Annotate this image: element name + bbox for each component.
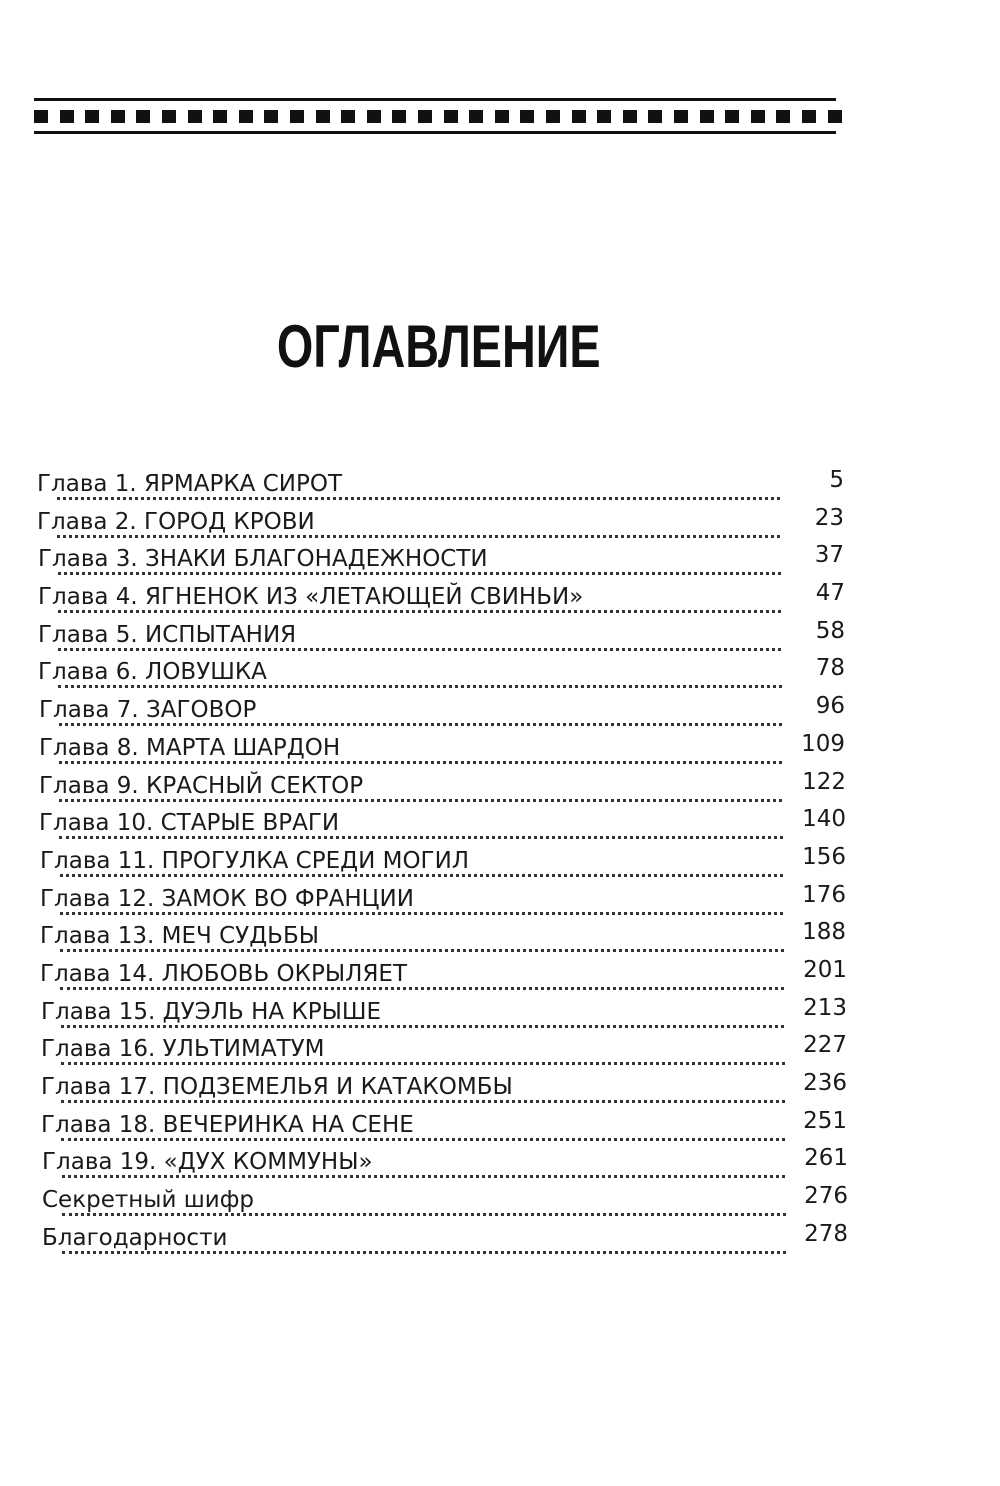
toc-entry[interactable] xyxy=(0,542,1000,580)
toc-entry[interactable] xyxy=(0,693,1000,731)
toc-page-number: 58 xyxy=(815,617,845,644)
filmstrip-hole xyxy=(264,110,278,123)
filmstrip-hole xyxy=(290,110,304,123)
toc-entry[interactable] xyxy=(0,995,1000,1033)
toc-entry-title: Секретный шифр xyxy=(42,1187,262,1213)
toc-entry[interactable] xyxy=(0,467,1000,505)
filmstrip-hole xyxy=(188,110,202,123)
filmstrip-hole xyxy=(239,110,253,123)
filmstrip-hole xyxy=(316,110,330,123)
toc-entry-title: Глава 3. ЗНАКИ БЛАГОНАДЕЖНОСТИ xyxy=(38,546,496,572)
toc-page-number: 251 xyxy=(803,1107,847,1134)
toc-page-number: 122 xyxy=(802,768,846,795)
toc-entry-title: Глава 7. ЗАГОВОР xyxy=(39,697,264,723)
filmstrip-hole xyxy=(392,110,406,123)
filmstrip-hole xyxy=(776,110,790,123)
filmstrip-hole xyxy=(341,110,355,123)
toc-page-number: 276 xyxy=(804,1183,848,1210)
toc-entry-title: Глава 15. ДУЭЛЬ НА КРЫШЕ xyxy=(41,999,389,1025)
toc-entry[interactable] xyxy=(0,1070,1000,1108)
filmstrip-hole xyxy=(444,110,458,123)
filmstrip-hole xyxy=(520,110,534,123)
filmstrip-hole xyxy=(597,110,611,123)
toc-entry[interactable] xyxy=(0,1032,1000,1070)
filmstrip-hole xyxy=(674,110,688,123)
toc-entry[interactable] xyxy=(0,919,1000,957)
toc-entry[interactable] xyxy=(0,505,1000,543)
page-title: ОГЛАВЛЕНИЕ xyxy=(276,313,601,380)
toc-entry[interactable] xyxy=(0,618,1000,656)
toc-entry[interactable] xyxy=(0,1108,1000,1146)
toc-page-number: 278 xyxy=(804,1220,848,1247)
toc-entry[interactable] xyxy=(0,655,1000,693)
filmstrip-hole xyxy=(213,110,227,123)
filmstrip-holes xyxy=(34,110,836,123)
filmstrip-hole xyxy=(546,110,560,123)
toc-entry[interactable] xyxy=(0,1145,1000,1183)
toc-entry[interactable] xyxy=(0,580,1000,618)
toc-page-number: 109 xyxy=(801,730,845,757)
filmstrip-hole xyxy=(495,110,509,123)
filmstrip-hole xyxy=(85,110,99,123)
toc-entry-title: Глава 9. КРАСНЫЙ СЕКТОР xyxy=(39,773,371,799)
filmstrip-decoration-icon xyxy=(34,98,836,136)
toc-page-number: 78 xyxy=(815,655,845,682)
filmstrip-hole xyxy=(725,110,739,123)
toc-entry-title: Глава 10. СТАРЫЕ ВРАГИ xyxy=(39,810,347,836)
filmstrip-hole xyxy=(802,110,816,123)
filmstrip-hole xyxy=(828,110,842,123)
filmstrip-hole xyxy=(469,110,483,123)
toc-entry[interactable] xyxy=(0,769,1000,807)
toc-entry-title: Глава 11. ПРОГУЛКА СРЕДИ МОГИЛ xyxy=(40,848,477,874)
toc-entry[interactable] xyxy=(0,806,1000,844)
toc-entry[interactable] xyxy=(0,1183,1000,1221)
toc-page-number: 23 xyxy=(814,504,844,531)
filmstrip-hole xyxy=(700,110,714,123)
toc-page-number: 176 xyxy=(802,881,846,908)
filmstrip-hole xyxy=(418,110,432,123)
toc-page-number: 227 xyxy=(803,1032,847,1059)
filmstrip-hole xyxy=(572,110,586,123)
toc-entry-title: Глава 6. ЛОВУШКА xyxy=(38,659,275,685)
toc-page-number: 156 xyxy=(802,843,846,870)
filmstrip-bottom-line xyxy=(34,131,836,134)
toc-entry-title: Глава 19. «ДУХ КОММУНЫ» xyxy=(42,1149,381,1175)
toc-page-number: 37 xyxy=(814,542,844,569)
toc-page-number: 47 xyxy=(815,580,845,607)
toc-entry[interactable] xyxy=(0,882,1000,920)
toc-entry-title: Глава 5. ИСПЫТАНИЯ xyxy=(38,622,304,648)
filmstrip-hole xyxy=(111,110,125,123)
toc-entry-title: Глава 1. ЯРМАРКА СИРОТ xyxy=(37,471,350,497)
toc-page-number: 140 xyxy=(802,806,846,833)
filmstrip-hole xyxy=(34,110,48,123)
toc-entry-title: Глава 16. УЛЬТИМАТУМ xyxy=(41,1036,333,1062)
toc-entry-title: Глава 14. ЛЮБОВЬ ОКРЫЛЯЕТ xyxy=(40,961,415,987)
toc-page-number: 201 xyxy=(803,956,847,983)
table-of-contents xyxy=(0,467,1000,1258)
toc-page-number: 96 xyxy=(815,693,845,720)
filmstrip-hole xyxy=(367,110,381,123)
filmstrip-top-line xyxy=(34,98,836,101)
toc-page-number: 236 xyxy=(803,1070,847,1096)
toc-page-number: 188 xyxy=(802,919,846,946)
filmstrip-hole xyxy=(623,110,637,123)
toc-entry[interactable] xyxy=(0,1221,1000,1259)
toc-entry[interactable] xyxy=(0,957,1000,995)
toc-entry-title: Глава 2. ГОРОД КРОВИ xyxy=(37,509,323,535)
toc-entry-title: Глава 12. ЗАМОК ВО ФРАНЦИИ xyxy=(40,886,422,912)
toc-page-number: 213 xyxy=(803,994,847,1021)
toc-entry-title: Глава 18. ВЕЧЕРИНКА НА СЕНЕ xyxy=(41,1112,422,1138)
toc-page-number: 261 xyxy=(804,1145,848,1172)
toc-entry-title: Благодарности xyxy=(42,1225,235,1251)
toc-entry-title: Глава 13. МЕЧ СУДЬБЫ xyxy=(40,923,327,949)
toc-entry[interactable] xyxy=(0,844,1000,882)
toc-entry[interactable] xyxy=(0,731,1000,769)
filmstrip-hole xyxy=(136,110,150,123)
filmstrip-hole xyxy=(162,110,176,123)
filmstrip-hole xyxy=(60,110,74,123)
toc-entry-title: Глава 4. ЯГНЕНОК ИЗ «ЛЕТАЮЩЕЙ СВИНЬИ» xyxy=(38,584,591,610)
toc-page-number: 5 xyxy=(829,467,844,493)
filmstrip-hole xyxy=(648,110,662,123)
toc-entry-title: Глава 8. МАРТА ШАРДОН xyxy=(39,735,348,761)
toc-entry-title: Глава 17. ПОДЗЕМЕЛЬЯ И КАТАКОМБЫ xyxy=(41,1074,521,1100)
filmstrip-hole xyxy=(751,110,765,123)
